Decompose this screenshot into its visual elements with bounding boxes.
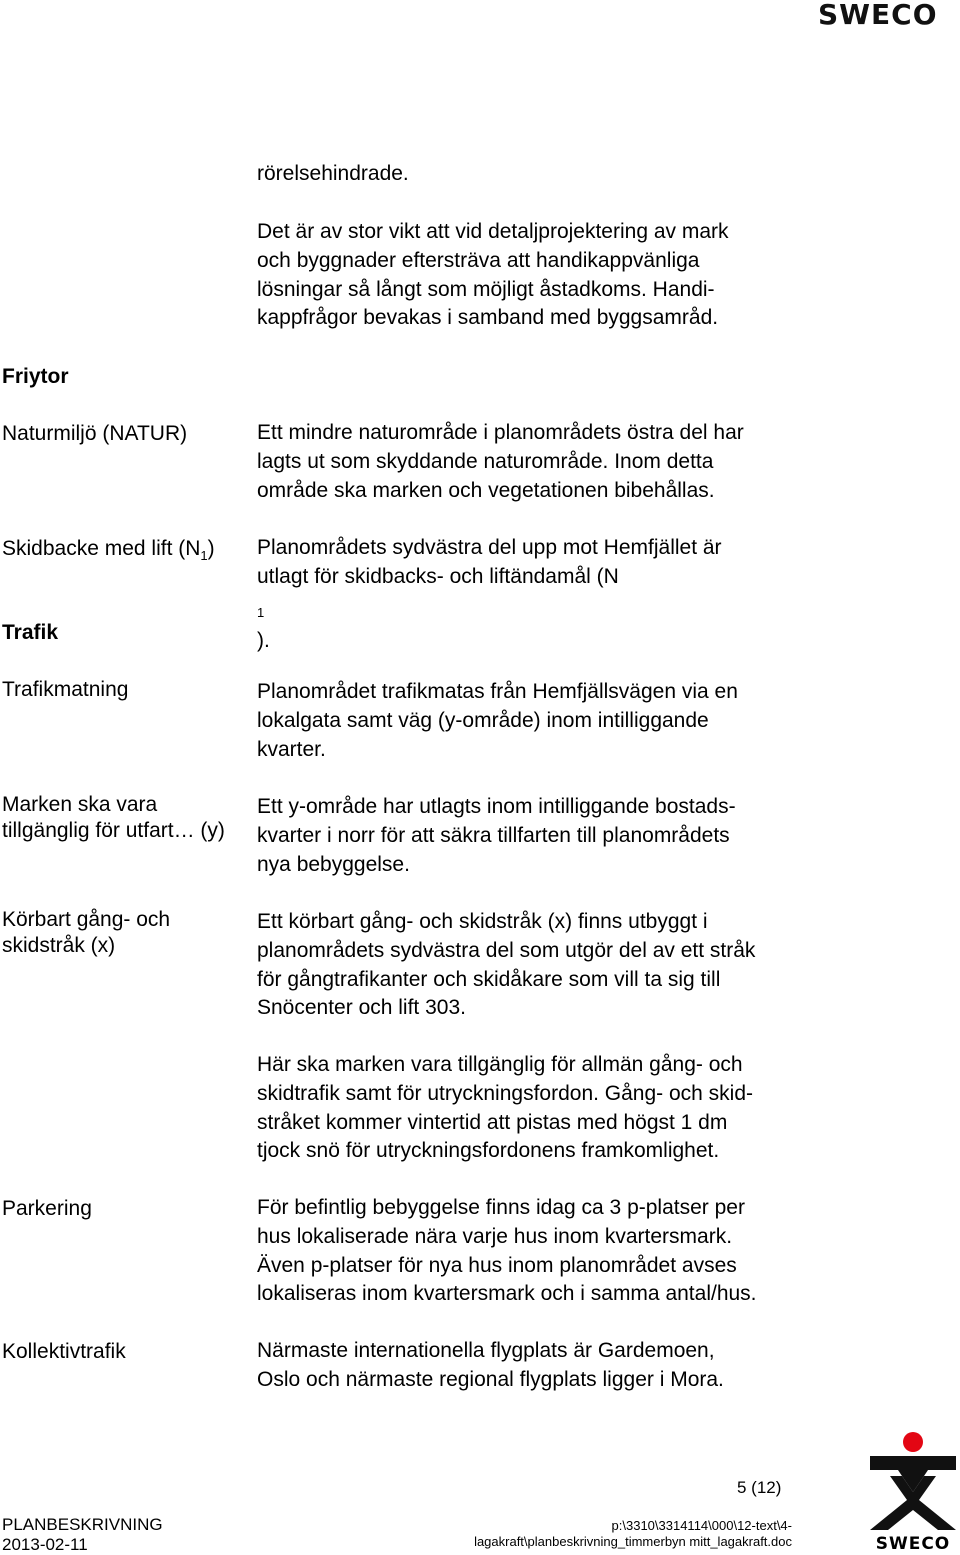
footer-path-line: p:\3310\3314114\000\12-text\4- xyxy=(611,1518,792,1533)
text-line: Ett mindre naturområde i planområdets östra del har xyxy=(257,421,744,444)
text-line: kvarter. xyxy=(257,737,326,761)
text-line: nya bebyggelse. xyxy=(257,852,410,876)
logo-top-bar xyxy=(870,1456,956,1492)
text-kollektivtrafik xyxy=(257,1337,817,1395)
sweco-logo-bottom xyxy=(866,1430,960,1554)
label-skidbacke-main: Skidbacke med lift (N xyxy=(2,537,201,560)
text-skidstrak-2 xyxy=(257,1051,817,1166)
subscript-1: 1 xyxy=(257,604,265,620)
footer-doc-info xyxy=(2,1515,163,1555)
text-skidstrak xyxy=(257,908,817,1023)
text-line: planområdets sydvästra del som utgör del av ett stråk xyxy=(257,938,756,962)
subscript-1: 1 xyxy=(200,548,208,564)
text-line-main: utlagt för skidbacks- och liftändamål (N xyxy=(257,564,619,588)
text-line: stråket kommer vintertid att pistas med högst 1 dm xyxy=(257,1110,728,1134)
label-skidstrak xyxy=(2,907,252,959)
intro-line: och byggnader eftersträva att handikappvänliga xyxy=(257,248,700,272)
label-parkering: Parkering xyxy=(2,1197,92,1220)
footer-file-path xyxy=(462,1518,792,1550)
text-line: lokalgata samt väg (y-område) inom intilliggande xyxy=(257,708,709,732)
text-line: område ska marken och vegetationen bibehållas. xyxy=(257,478,715,502)
label-naturmiljo: Naturmiljö (NATUR) xyxy=(2,422,188,445)
text-line: Planområdet trafikmatas från Hemfjällsvägen via en xyxy=(257,680,738,703)
label-kollektivtrafik: Kollektivtrafik xyxy=(2,1340,126,1363)
text-line: Snöcenter och lift 303. xyxy=(257,996,466,1020)
text-line: tjock snö för utryckningsfordonens framkomlighet. xyxy=(257,1139,720,1163)
text-line-end: ). xyxy=(257,629,270,653)
label-skidbacke-end: ) xyxy=(207,537,215,560)
label-utfart xyxy=(2,792,252,844)
label-line: Marken ska vara xyxy=(2,793,158,816)
label-trafikmatning: Trafikmatning xyxy=(2,678,129,701)
logo-red-dot xyxy=(903,1432,923,1452)
text-line: lokaliseras inom kvartersmark och i samma antal/hus. xyxy=(257,1282,757,1306)
section-heading-trafik: Trafik xyxy=(2,621,59,644)
label-line: Körbart gång- och xyxy=(2,908,171,931)
text-line: Planområdets sydvästra del upp mot Hemfjället är xyxy=(257,536,722,559)
text-line: hus lokaliserade nära varje hus inom kvartersmark. xyxy=(257,1224,733,1248)
text-line xyxy=(257,563,817,656)
intro-line: kappfrågor bevakas i samband med byggsamråd. xyxy=(257,306,719,330)
label-skidbacke xyxy=(2,536,252,569)
text-line: skidtrafik samt för utryckningsfordon. Gång- och skid- xyxy=(257,1081,754,1105)
text-line: Ett y-område har utlagts inom intilliggande bostads- xyxy=(257,795,736,818)
label-line: tillgänglig för utfart… (y) xyxy=(2,819,225,842)
footer-date: 2013-02-11 xyxy=(2,1535,88,1554)
page-number: 5 (12) xyxy=(737,1478,782,1497)
text-skidbacke xyxy=(257,534,817,656)
text-line: för gångtrafikanter och skidåkare som vill ta sig till xyxy=(257,967,721,991)
intro-paragraph-2 xyxy=(257,218,817,333)
logo-bottom-text: SWECO xyxy=(875,1534,951,1554)
sweco-logo-top: SWECO xyxy=(818,0,938,31)
text-line: lagts ut som skyddande naturområde. Inom detta xyxy=(257,449,714,473)
text-parkering xyxy=(257,1194,817,1309)
section-heading-friytor: Friytor xyxy=(2,365,69,388)
text-line: Oslo och närmaste regional flygplats ligger i Mora. xyxy=(257,1367,724,1391)
text-line: För befintlig bebyggelse finns idag ca 3 p-platser per xyxy=(257,1196,745,1219)
intro-line: rörelsehindrade. xyxy=(257,162,409,185)
text-trafikmatning xyxy=(257,678,817,764)
intro-line: Det är av stor vikt att vid detaljprojektering av mark xyxy=(257,220,729,243)
label-line: skidstråk (x) xyxy=(2,934,116,957)
sweco-symbol-icon xyxy=(866,1430,960,1534)
text-naturmiljo xyxy=(257,419,817,505)
intro-line: lösningar så långt som möjligt åstadkoms. Handi- xyxy=(257,277,715,301)
footer-path-line: lagakraft\planbeskrivning_timmerbyn mitt_lagakraft.doc xyxy=(474,1534,792,1549)
text-line: Ett körbart gång- och skidstråk (x) finns utbyggt i xyxy=(257,910,708,933)
intro-paragraph-1 xyxy=(257,160,817,189)
footer-doc-title: PLANBESKRIVNING xyxy=(2,1515,163,1534)
text-line: Närmaste internationella flygplats är Gardemoen, xyxy=(257,1339,715,1362)
text-line: Även p-platser för nya hus inom planområdet avses xyxy=(257,1253,737,1277)
text-line: kvarter i norr för att säkra tillfarten till planområdets xyxy=(257,823,730,847)
text-utfart xyxy=(257,793,817,879)
text-line: Här ska marken vara tillgänglig för allmän gång- och xyxy=(257,1053,743,1076)
